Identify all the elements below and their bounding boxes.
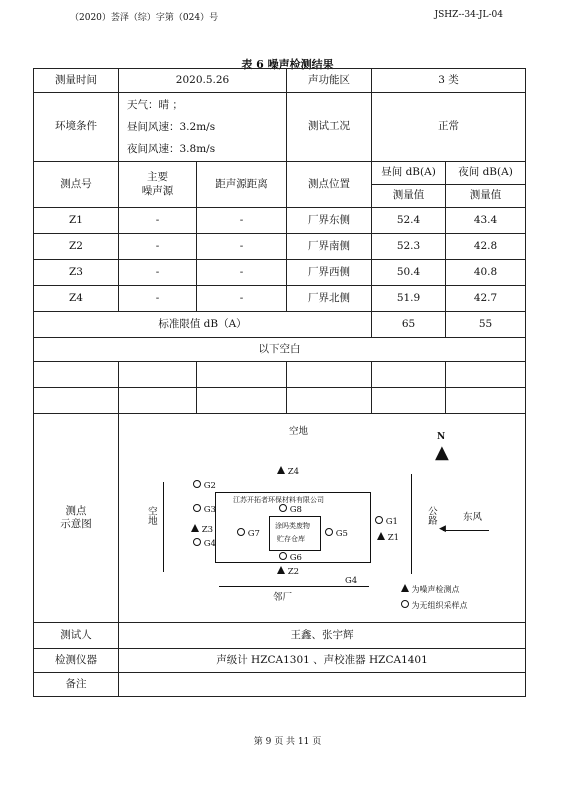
row-night: 42.8 bbox=[446, 234, 526, 260]
point-z1-label: Z1 bbox=[387, 533, 400, 543]
point-g4-left bbox=[193, 538, 216, 550]
row-distance: - bbox=[197, 260, 287, 286]
warehouse-left bbox=[269, 516, 270, 551]
point-z3 bbox=[191, 524, 213, 536]
row-day: 51.9 bbox=[372, 286, 446, 312]
row-location: 厂界北侧 bbox=[287, 286, 372, 312]
factory-right bbox=[370, 492, 371, 563]
noise-point-icon bbox=[277, 466, 285, 474]
col-night-measured: 测量值 bbox=[446, 185, 526, 208]
zone-label: 声功能区 bbox=[287, 69, 372, 93]
sampling-point-icon bbox=[279, 552, 287, 560]
row-day: 50.4 bbox=[372, 260, 446, 286]
point-g4-left-label: G4 bbox=[203, 539, 216, 549]
warehouse-line1: 涂吗类废物 bbox=[275, 522, 310, 530]
tester-value: 王鑫、张宇辉 bbox=[119, 623, 526, 649]
point-g3 bbox=[193, 504, 216, 516]
sampling-point-icon bbox=[401, 600, 409, 608]
north-label: N bbox=[437, 432, 446, 442]
point-z4 bbox=[277, 466, 299, 478]
instrument-value: 声级计 HZCA1301 、声校准器 HZCA1401 bbox=[119, 649, 526, 673]
north-arrow-icon: ▲ bbox=[435, 442, 449, 463]
point-g6-label: G6 bbox=[289, 553, 302, 563]
sampling-point-icon bbox=[237, 528, 245, 536]
condition-label: 测试工况 bbox=[287, 93, 372, 162]
row-day: 52.4 bbox=[372, 208, 446, 234]
row-location: 厂界西侧 bbox=[287, 260, 372, 286]
factory-left bbox=[215, 492, 216, 563]
point-g7-label: G7 bbox=[247, 529, 260, 539]
south-factory: 邻厂 bbox=[273, 592, 293, 603]
legend-noise-label: 为噪声检测点 bbox=[411, 585, 460, 594]
legend-unorg bbox=[401, 600, 468, 611]
east-road: 公路 bbox=[425, 506, 437, 525]
sampling-point-icon bbox=[325, 528, 333, 536]
row-id: Z3 bbox=[34, 260, 119, 286]
col-location: 测点位置 bbox=[287, 162, 372, 208]
noise-results-table bbox=[33, 68, 526, 697]
env-conditions bbox=[119, 93, 287, 162]
table-title: 表 6 噪声检测结果 bbox=[241, 58, 334, 71]
point-g1-label: G1 bbox=[385, 517, 398, 527]
col-night: 夜间 dB(A) bbox=[446, 162, 526, 185]
row-id: Z1 bbox=[34, 208, 119, 234]
sampling-point-icon bbox=[193, 504, 201, 512]
row-id: Z4 bbox=[34, 286, 119, 312]
zone-value: 3 类 bbox=[372, 69, 526, 93]
point-z4-label: Z4 bbox=[287, 467, 300, 477]
row-location: 厂界南侧 bbox=[287, 234, 372, 260]
env-label: 环境条件 bbox=[34, 93, 119, 162]
env-weather: 天气：晴 ； bbox=[127, 99, 183, 111]
row-source: - bbox=[119, 234, 197, 260]
row-source: - bbox=[119, 260, 197, 286]
point-z2 bbox=[277, 566, 299, 578]
point-g5-label: G5 bbox=[335, 529, 348, 539]
point-g3-label: G3 bbox=[203, 505, 216, 515]
point-g5 bbox=[325, 528, 348, 540]
document-code: JSHZ--34-JL-04 bbox=[434, 10, 503, 20]
row-night: 40.8 bbox=[446, 260, 526, 286]
company-name: 江苏开拓者环保材料有限公司 bbox=[233, 496, 324, 504]
col-main-source: 主要 噪声源 bbox=[119, 162, 197, 208]
sampling-point-icon bbox=[193, 538, 201, 546]
point-g8 bbox=[279, 504, 302, 516]
diagram-label: 测点 示意图 bbox=[34, 414, 119, 623]
table-row bbox=[34, 286, 526, 312]
remark-label: 备注 bbox=[34, 673, 119, 697]
instrument-label: 检测仪器 bbox=[34, 649, 119, 673]
point-z2-label: Z2 bbox=[287, 567, 300, 577]
table-row bbox=[34, 260, 526, 286]
legend-unorg-label: 为无组织采样点 bbox=[411, 601, 468, 610]
warehouse-bottom bbox=[269, 550, 321, 551]
sampling-point-icon bbox=[375, 516, 383, 524]
point-g1 bbox=[375, 516, 398, 528]
seal-stamp bbox=[548, 360, 566, 470]
point-z1 bbox=[377, 532, 399, 544]
env-day-wind: 昼间风速：3.2m/s bbox=[127, 121, 216, 133]
point-g4-bottom bbox=[345, 576, 357, 587]
row-location: 厂界东侧 bbox=[287, 208, 372, 234]
wind-direction: 东风 bbox=[463, 512, 483, 523]
col-distance: 距声源距离 bbox=[197, 162, 287, 208]
row-id: Z2 bbox=[34, 234, 119, 260]
point-g8-label: G8 bbox=[289, 505, 302, 515]
north-land: 空地 bbox=[289, 426, 309, 437]
limit-label: 标准限值 dB（A） bbox=[34, 312, 372, 338]
sampling-point-icon bbox=[279, 504, 287, 512]
table-row bbox=[34, 208, 526, 234]
sampling-point-icon bbox=[193, 480, 201, 488]
wind-arrow-head: ◀ bbox=[439, 524, 446, 534]
east-boundary-line bbox=[411, 474, 412, 574]
row-distance: - bbox=[197, 234, 287, 260]
point-g6 bbox=[279, 552, 302, 564]
col-day-measured: 测量值 bbox=[372, 185, 446, 208]
noise-point-icon bbox=[401, 584, 409, 592]
test-time-label: 测量时间 bbox=[34, 69, 119, 93]
col-point-no: 测点号 bbox=[34, 162, 119, 208]
row-night: 42.7 bbox=[446, 286, 526, 312]
row-source: - bbox=[119, 208, 197, 234]
page-footer: 第 9 页 共 11 页 bbox=[253, 737, 322, 747]
point-z3-label: Z3 bbox=[201, 525, 214, 535]
limit-night: 55 bbox=[446, 312, 526, 338]
remark-value bbox=[119, 673, 526, 697]
tester-label: 测试人 bbox=[34, 623, 119, 649]
env-night-wind: 夜间风速：3.8m/s bbox=[127, 143, 216, 155]
point-g2-label: G2 bbox=[203, 481, 216, 491]
condition-value: 正常 bbox=[372, 93, 526, 162]
noise-point-icon bbox=[277, 566, 285, 574]
point-g7 bbox=[237, 528, 260, 540]
warehouse-top bbox=[269, 516, 321, 517]
row-night: 43.4 bbox=[446, 208, 526, 234]
legend-noise bbox=[401, 584, 460, 595]
noise-point-icon bbox=[191, 524, 199, 532]
row-distance: - bbox=[197, 208, 287, 234]
west-boundary-line bbox=[163, 482, 164, 572]
report-number: （2020）荟泽（综）字第（024）号 bbox=[70, 13, 219, 23]
col-day: 昼间 dB(A) bbox=[372, 162, 446, 185]
noise-point-icon bbox=[377, 532, 385, 540]
point-g4-bottom-label: G4 bbox=[345, 576, 358, 586]
west-land: 空地 bbox=[145, 506, 157, 525]
limit-day: 65 bbox=[372, 312, 446, 338]
row-source: - bbox=[119, 286, 197, 312]
table-row bbox=[34, 234, 526, 260]
site-diagram bbox=[119, 414, 526, 623]
warehouse-right bbox=[320, 516, 321, 551]
warehouse-line2: 贮存仓库 bbox=[277, 535, 305, 543]
factory-top bbox=[215, 492, 371, 493]
row-distance: - bbox=[197, 286, 287, 312]
test-time-value: 2020.5.26 bbox=[119, 69, 287, 93]
point-g2 bbox=[193, 480, 216, 492]
wind-arrow-line bbox=[443, 530, 489, 531]
row-day: 52.3 bbox=[372, 234, 446, 260]
blank-note: 以下空白 bbox=[34, 338, 526, 362]
